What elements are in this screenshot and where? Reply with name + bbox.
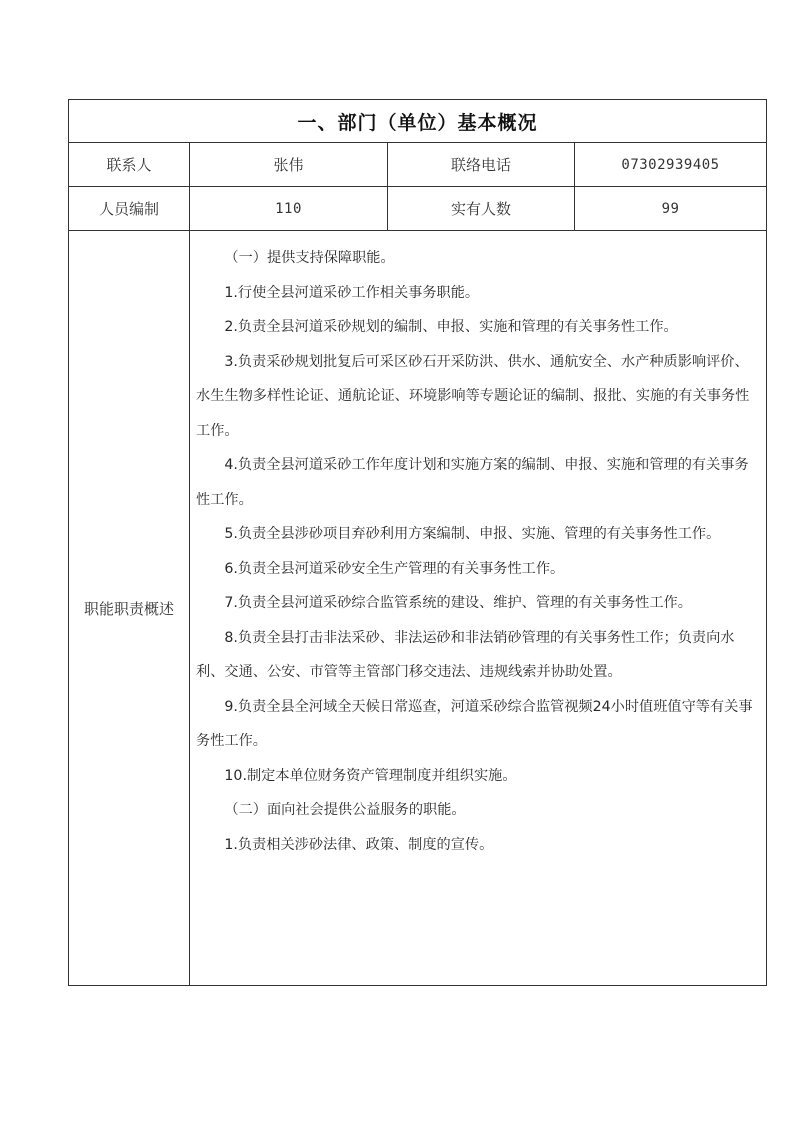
duty-paragraph: 8.负责全县打击非法采砂、非法运砂和非法销砂管理的有关事务性工作；负责向水利、交通、公安、市管等主管部门移交违法、违规线索并协助处置。 [196, 629, 735, 680]
contact-phone-label: 联络电话 [388, 143, 575, 187]
duty-paragraph: （二）面向社会提供公益服务的职能。 [224, 802, 466, 818]
duty-paragraph: 1.负责相关涉砂法律、政策、制度的宣传。 [224, 836, 494, 853]
section-title: 一、部门（单位）基本概况 [69, 100, 767, 143]
contact-phone-value: 07302939405 [575, 143, 767, 187]
staff-quota-label: 人员编制 [69, 187, 190, 231]
basic-info-table [68, 99, 767, 986]
staff-actual-value: 99 [575, 187, 767, 231]
duties-content [190, 231, 767, 986]
duty-paragraph: 5.负责全县涉砂项目弃砂利用方案编制、申报、实施、管理的有关事务性工作。 [224, 526, 721, 542]
staff-actual-label: 实有人数 [388, 187, 575, 231]
staff-quota-value: 110 [190, 187, 388, 231]
contact-name-label: 联系人 [69, 143, 190, 187]
duty-paragraph: 9.负责全县全河域全天候日常巡查，河道采砂综合监管视频24小时值班值守等有关事务性工作。 [196, 698, 753, 749]
duty-paragraph: 3.负责采砂规划批复后可采区砂石开采防洪、供水、通航安全、水产种质影响评价、水生生物多样性论证、通航论证、环境影响等专题论证的编制、报批、实施的有关事务性工作。 [196, 353, 750, 439]
duty-paragraph: 4.负责全县河道采砂工作年度计划和实施方案的编制、申报、实施和管理的有关事务性工作。 [196, 457, 749, 508]
duties-list [190, 231, 766, 862]
document-sheet [68, 99, 766, 986]
duty-paragraph: （一）提供支持保障职能。 [224, 250, 395, 266]
duty-paragraph: 10.制定本单位财务资产管理制度并组织实施。 [224, 767, 517, 784]
duty-paragraph: 7.负责全县河道采砂综合监管系统的建设、维护、管理的有关事务性工作。 [224, 595, 692, 611]
duty-paragraph: 1.行使全县河道采砂工作相关事务职能。 [224, 284, 480, 301]
duties-label: 职能职责概述 [69, 231, 190, 986]
contact-name-value: 张伟 [190, 143, 388, 187]
duty-paragraph: 2.负责全县河道采砂规划的编制、申报、实施和管理的有关事务性工作。 [224, 319, 678, 335]
duty-paragraph: 6.负责全县河道采砂安全生产管理的有关事务性工作。 [224, 560, 565, 577]
